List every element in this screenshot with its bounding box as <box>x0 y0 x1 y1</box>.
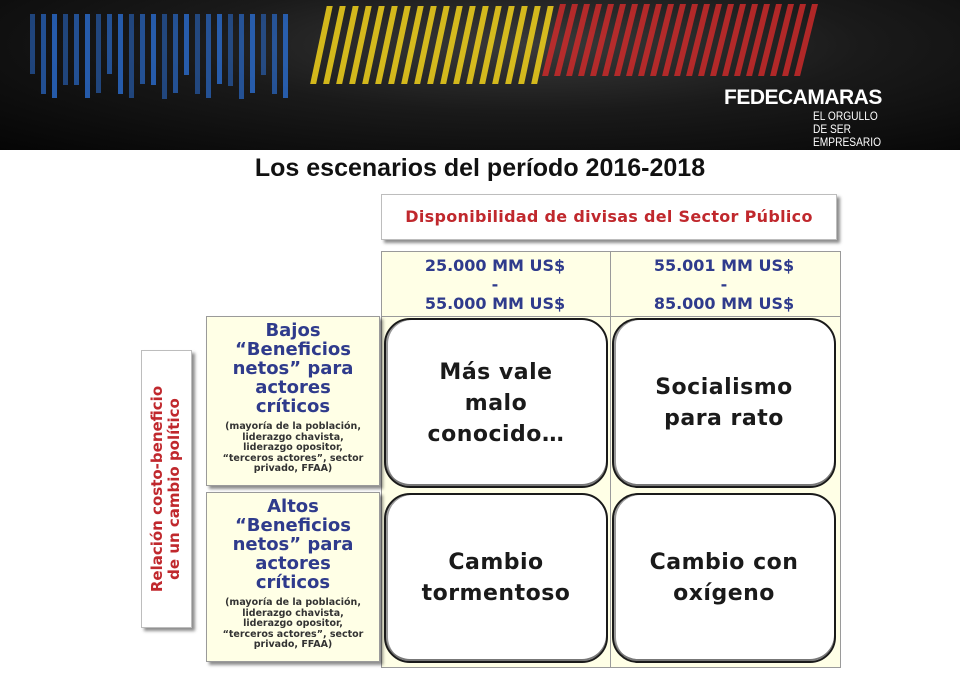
row-title-line: “Beneficios <box>234 339 352 360</box>
row-title-line: actores <box>255 553 331 574</box>
stripe <box>250 14 255 93</box>
scenario-card-better-the-devil-you-know <box>384 318 608 488</box>
stripe <box>239 14 244 99</box>
row-group-label-text <box>150 386 184 592</box>
scenario-card-long-socialism <box>612 318 836 488</box>
scenario-line: Cambio <box>448 550 544 575</box>
stripe <box>261 14 266 75</box>
row-header-title <box>207 321 379 416</box>
stripe <box>217 14 222 84</box>
row-group-label-line: Relación costo-beneficio <box>148 385 167 593</box>
stripe <box>195 14 200 94</box>
scenario-line: oxígeno <box>673 581 775 606</box>
row-detail-line: liderazgo opositor, <box>243 442 343 453</box>
row-title-line: “Beneficios <box>234 515 352 536</box>
row-detail-line: (mayoría de la población, <box>225 421 361 432</box>
column-header-low-range <box>381 256 609 313</box>
stripe <box>30 14 35 74</box>
stripe <box>41 14 46 94</box>
stripe <box>272 14 277 94</box>
stripe <box>52 14 57 98</box>
row-detail-line: “terceros actores”, sector <box>222 628 364 640</box>
stripe <box>63 14 68 85</box>
header-banner <box>0 0 960 150</box>
brand-slogan: EL ORGULLO DE SER EMPRESARIO <box>813 109 882 149</box>
column-header-line: 25.000 MM US$ <box>424 256 566 275</box>
stripe <box>151 14 156 85</box>
row-header-detail <box>207 598 379 651</box>
stripe <box>129 14 134 98</box>
column-header-line: - <box>491 275 499 294</box>
stripe <box>140 14 145 84</box>
column-header-line: - <box>720 275 728 294</box>
stripe <box>228 14 233 86</box>
column-header-line: 85.000 MM US$ <box>653 294 795 313</box>
stripe <box>74 14 79 85</box>
stripe <box>184 14 189 75</box>
row-detail-line: “terceros actores”, sector <box>222 452 364 464</box>
column-header-high-range <box>610 256 838 313</box>
row-title-line: actores <box>255 377 331 398</box>
stripe <box>96 14 101 93</box>
column-group-header: Disponibilidad de divisas del Sector Público <box>381 194 837 240</box>
brand-logo <box>724 86 894 149</box>
row-detail-line: (mayoría de la población, <box>225 597 361 608</box>
row-title-line: críticos <box>255 572 331 593</box>
row-group-label <box>141 350 192 628</box>
stripe <box>283 14 288 98</box>
row-group-label-line: de un cambio político <box>165 398 184 580</box>
scenario-line: tormentoso <box>421 581 571 606</box>
stripe <box>206 14 211 98</box>
brand-name: FEDECAMARAS <box>724 86 882 109</box>
scenario-card-stormy-change <box>384 493 608 663</box>
row-title-line: netos” para <box>232 358 354 379</box>
stripe <box>162 14 167 99</box>
row-header-title <box>207 497 379 592</box>
stripe <box>173 14 178 93</box>
row-title-line: críticos <box>255 396 331 417</box>
row-header-high-benefits <box>206 492 380 662</box>
row-detail-line: privado, FFAA) <box>253 463 333 474</box>
scenario-card-change-with-oxygen <box>612 493 836 663</box>
scenario-line: Más vale <box>439 359 553 385</box>
row-detail-line: liderazgo opositor, <box>243 618 343 629</box>
stripe <box>85 14 90 98</box>
row-title-line: Bajos <box>265 320 321 341</box>
scenario-line: malo <box>464 390 528 416</box>
column-header-line: 55.000 MM US$ <box>424 294 566 313</box>
scenario-line: conocido… <box>427 421 565 447</box>
scenario-line: Socialismo <box>655 375 793 400</box>
row-title-line: netos” para <box>232 534 354 555</box>
stripe <box>118 14 123 94</box>
row-detail-line: liderazgo chavista, <box>242 431 344 443</box>
row-detail-line: liderazgo chavista, <box>242 607 344 619</box>
scenario-line: para rato <box>664 406 784 431</box>
scenario-line: Cambio con <box>649 550 799 575</box>
row-title-line: Altos <box>267 496 319 517</box>
row-header-detail <box>207 422 379 475</box>
stripe <box>107 14 112 74</box>
row-detail-line: privado, FFAA) <box>253 639 333 650</box>
row-header-low-benefits <box>206 316 380 486</box>
column-header-line: 55.001 MM US$ <box>653 256 795 275</box>
slide-title: Los escenarios del período 2016-2018 <box>254 154 706 182</box>
